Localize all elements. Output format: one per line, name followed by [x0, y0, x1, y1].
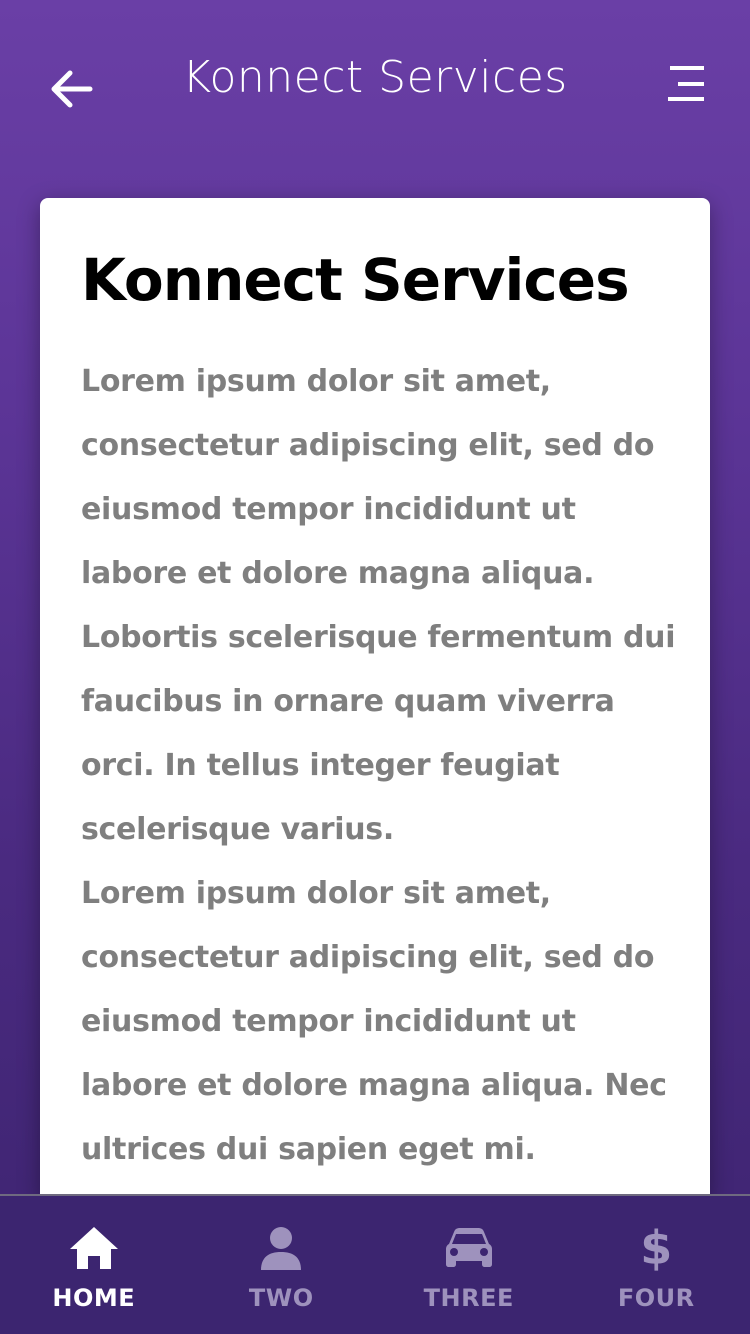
tab-two[interactable]: [188, 1196, 376, 1334]
home-icon: [66, 1220, 122, 1276]
content-card: [40, 198, 710, 1198]
dollar-glyph: $: [640, 1221, 673, 1275]
bottom-tab-bar: [0, 1194, 750, 1334]
menu-icon: [660, 62, 712, 106]
card-paragraph: Lorem ipsum dolor sit amet, consectetur adipiscing elit, sed do eiusmod tempor incididunt ut labore et dolore magna aliqua. Nec ultrices dui sapien eget mi.: [81, 876, 667, 1167]
tab-label: HOME: [52, 1284, 136, 1312]
tab-label: THREE: [423, 1284, 514, 1312]
app-header: [0, 0, 750, 170]
card-paragraph: Lorem ipsum dolor sit amet, consectetur adipiscing elit, sed do eiusmod tempor incididunt ut labore et dolore magna aliqua. Lobortis scelerisque fermentum dui faucibus in ornare quam viverra orci. In tellus integer feugiat scelerisque varius.: [81, 364, 676, 847]
card-title: Konnect Services: [81, 246, 629, 314]
dollar-icon: [628, 1220, 684, 1276]
tab-home[interactable]: [0, 1196, 188, 1334]
person-icon: [253, 1220, 309, 1276]
tab-label: TWO: [248, 1284, 314, 1312]
tab-three[interactable]: [375, 1196, 563, 1334]
menu-button[interactable]: [660, 62, 712, 106]
tab-four[interactable]: [563, 1196, 750, 1334]
tab-label: FOUR: [617, 1284, 695, 1312]
header-title: Konnect Services: [182, 52, 568, 103]
car-icon: [441, 1220, 497, 1276]
